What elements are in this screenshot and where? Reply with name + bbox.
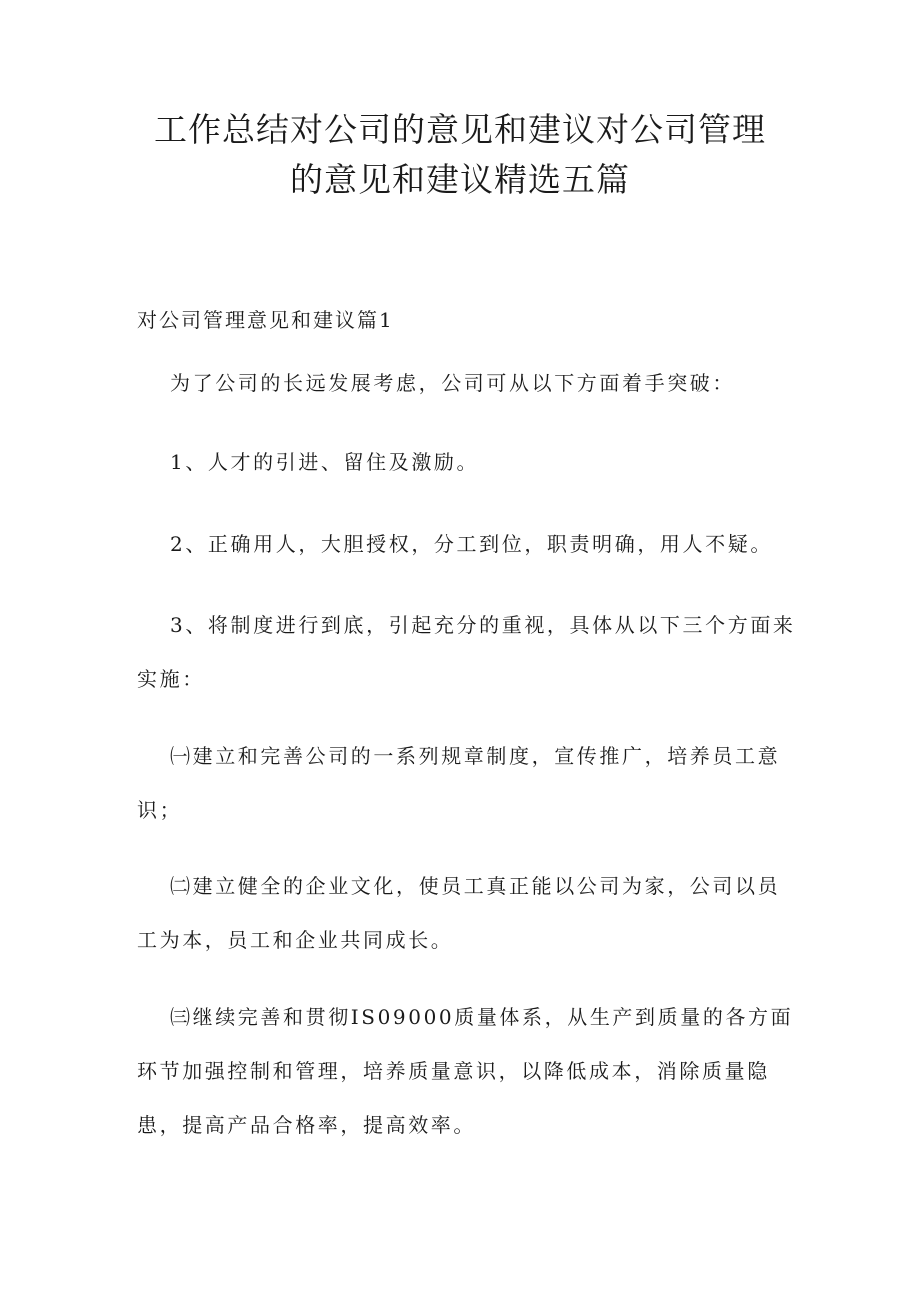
document-title: [120, 105, 800, 205]
paragraph-intro: 为了公司的长远发展考虑，公司可从以下方面着手突破：: [170, 371, 735, 395]
section-heading: 对公司管理意见和建议篇1: [137, 308, 394, 332]
paragraph-item-3: 3、将制度进行到底，引起充分的重视，具体从以下三个方面来实施：: [137, 613, 796, 691]
paragraph-subitem-3: ㈢继续完善和贯彻IS09000质量体系，从生产到质量的各方面环节加强控制和管理，培养质量意识，以降低成本，消除质量隐患，提高产品合格率，提高效率。: [137, 1005, 794, 1137]
title-line-2: 的意见和建议精选五篇: [290, 160, 630, 199]
paragraph-subitem-2: ㈡建立健全的企业文化，使员工真正能以公司为家，公司以员工为本，员工和企业共同成长。: [137, 874, 781, 952]
paragraph-item-2: 2、正确用人，大胆授权，分工到位，职责明确，用人不疑。: [170, 532, 773, 556]
title-line-1: 工作总结对公司的意见和建议对公司管理: [154, 110, 766, 149]
paragraph-item-1: 1、人才的引进、留住及激励。: [170, 450, 480, 474]
paragraph-subitem-1: ㈠建立和完善公司的一系列规章制度，宣传推广，培养员工意识；: [137, 744, 781, 822]
